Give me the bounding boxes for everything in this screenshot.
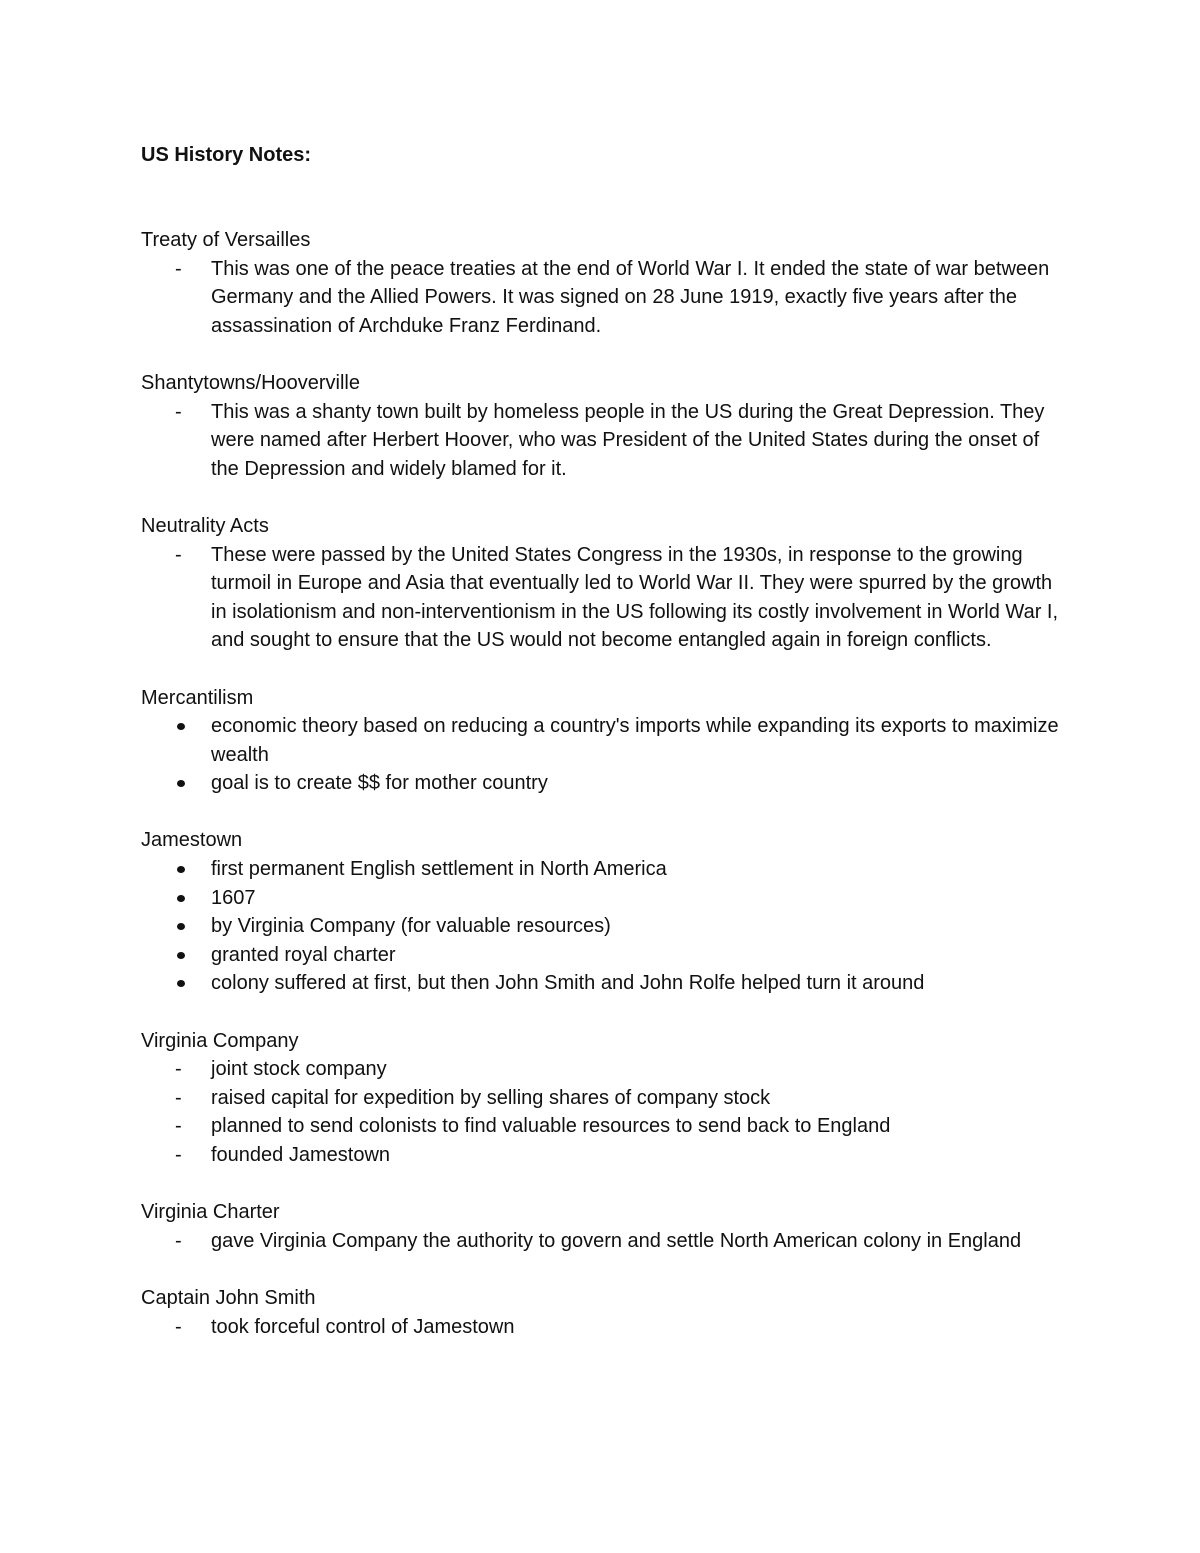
dash-marker: - bbox=[175, 1229, 182, 1252]
notes-body bbox=[141, 226, 1061, 1341]
note-section bbox=[141, 226, 1061, 340]
note-section bbox=[141, 1284, 1061, 1341]
section-heading: Captain John Smith bbox=[141, 1286, 316, 1309]
dash-marker: - bbox=[175, 1144, 182, 1166]
dash-marker: - bbox=[175, 1315, 182, 1338]
dash-marker: - bbox=[175, 257, 182, 280]
section-list bbox=[141, 1313, 1061, 1342]
list-item bbox=[141, 712, 1061, 769]
list-item bbox=[141, 769, 1061, 798]
dash-marker: - bbox=[175, 400, 182, 423]
list-item-text: These were passed by the United States Congress in the 1930s, in response to the growing turmoil in Europe and Asia that eventually led to World War II. They were spurred by the growth in isolationism and non-interventionism in the US following its costly involvement in World War I, and sought to ensure that the US would not become entangled again in foreign conflicts. bbox=[211, 543, 1059, 652]
section-heading: Virginia Charter bbox=[141, 1201, 280, 1224]
list-item-text: 1607 bbox=[211, 886, 256, 909]
list-item bbox=[141, 1313, 1061, 1342]
dash-marker: - bbox=[175, 1058, 182, 1081]
list-item bbox=[141, 1227, 1061, 1256]
note-section bbox=[141, 826, 1061, 998]
list-item bbox=[141, 1112, 1061, 1141]
list-item bbox=[141, 912, 1061, 941]
section-heading: Neutrality Acts bbox=[141, 514, 269, 537]
section-list bbox=[141, 1055, 1061, 1169]
section-list bbox=[141, 712, 1061, 798]
note-section bbox=[141, 369, 1061, 483]
list-item bbox=[141, 941, 1061, 970]
dash-marker: - bbox=[175, 1115, 182, 1138]
list-item bbox=[141, 1141, 1061, 1170]
section-heading: Virginia Company bbox=[141, 1029, 299, 1052]
list-item bbox=[141, 855, 1061, 884]
section-heading: Jamestown bbox=[141, 829, 243, 852]
section-list bbox=[141, 1227, 1061, 1256]
document-page bbox=[141, 141, 1061, 1341]
list-item-text: joint stock company bbox=[211, 1058, 387, 1081]
list-item bbox=[141, 1084, 1061, 1113]
list-item bbox=[141, 969, 1061, 998]
list-item-text: This was a shanty town built by homeless people in the US during the Great Depression. They were named after Herbert Hoover, who was President of the United States during the onset of the Depression and widely blamed for it. bbox=[211, 400, 1045, 480]
section-list bbox=[141, 855, 1061, 998]
list-item-text: took forceful control of Jamestown bbox=[211, 1315, 515, 1338]
note-section bbox=[141, 1027, 1061, 1170]
note-section bbox=[141, 1198, 1061, 1255]
section-heading: Mercantilism bbox=[141, 686, 254, 709]
list-item-text: by Virginia Company (for valuable resources) bbox=[211, 915, 611, 938]
list-item bbox=[141, 398, 1061, 484]
page-title: US History Notes: bbox=[141, 144, 312, 166]
dash-marker: - bbox=[175, 543, 182, 566]
section-list bbox=[141, 541, 1061, 655]
list-item-text: colony suffered at first, but then John Smith and John Rolfe helped turn it around bbox=[211, 972, 925, 995]
note-section bbox=[141, 684, 1061, 798]
section-list bbox=[141, 398, 1061, 484]
list-item-text: planned to send colonists to find valuable resources to send back to England bbox=[211, 1115, 891, 1138]
list-item bbox=[141, 255, 1061, 341]
dash-marker: - bbox=[175, 1086, 182, 1109]
list-item-text: founded Jamestown bbox=[211, 1144, 391, 1166]
section-list bbox=[141, 255, 1061, 341]
list-item-text: raised capital for expedition by selling shares of company stock bbox=[211, 1086, 771, 1109]
list-item-text: granted royal charter bbox=[211, 943, 396, 966]
section-heading: Treaty of Versailles bbox=[141, 229, 311, 251]
section-heading: Shantytowns/Hooverville bbox=[141, 371, 360, 394]
list-item-text: economic theory based on reducing a country's imports while expanding its exports to maximize wealth bbox=[211, 715, 1059, 766]
list-item bbox=[141, 541, 1061, 655]
list-item bbox=[141, 884, 1061, 913]
list-item-text: goal is to create $$ for mother country bbox=[211, 772, 548, 795]
list-item bbox=[141, 1055, 1061, 1084]
note-section bbox=[141, 512, 1061, 655]
list-item-text: first permanent English settlement in North America bbox=[211, 858, 667, 881]
list-item-text: This was one of the peace treaties at the end of World War I. It ended the state of war between Germany and the Allied Powers. It was signed on 28 June 1919, exactly five years after the assassination of Archduke Franz Ferdinand. bbox=[211, 257, 1050, 337]
list-item-text: gave Virginia Company the authority to govern and settle North American colony in England bbox=[211, 1229, 1022, 1252]
